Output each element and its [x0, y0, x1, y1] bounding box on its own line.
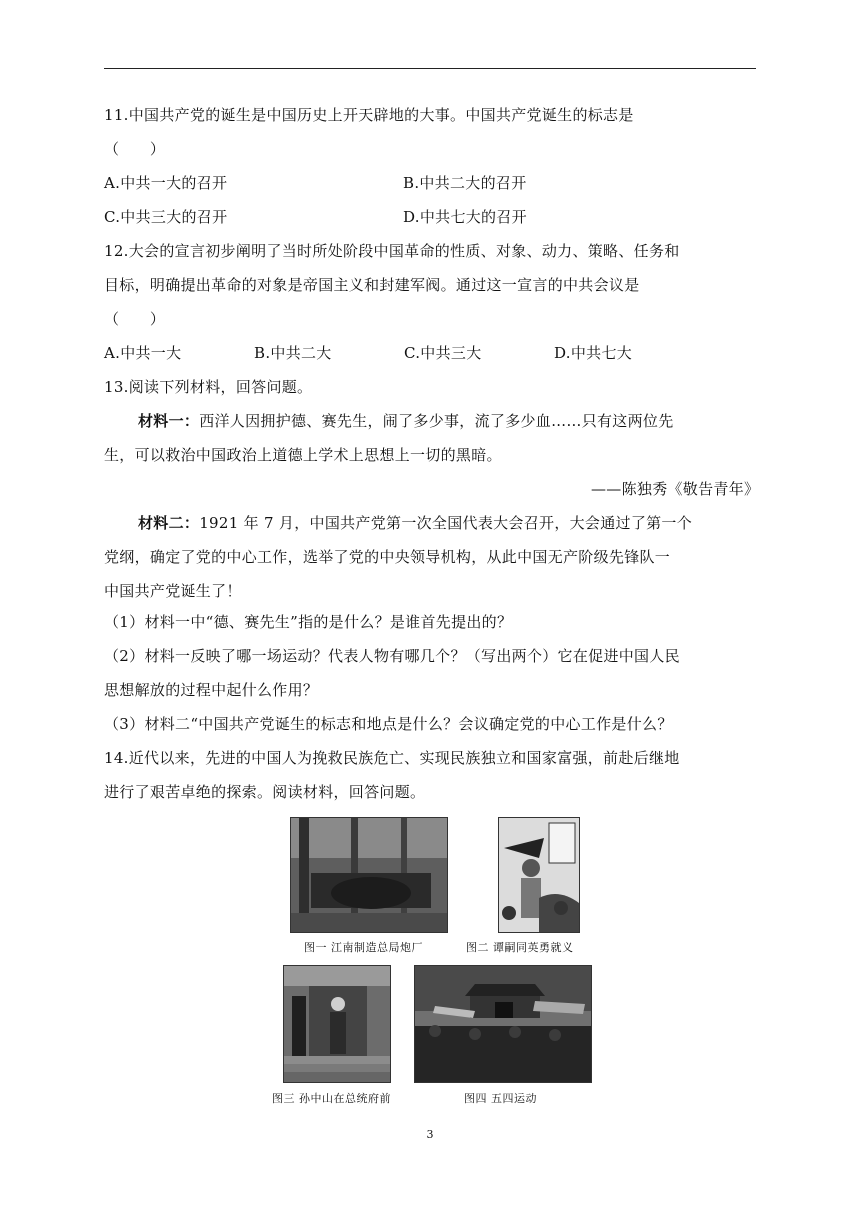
material2-label: 材料二：	[138, 514, 200, 532]
page-number: 3	[426, 1128, 434, 1141]
q11-option-b: B.中共二大的召开	[403, 174, 527, 192]
figure-3-photo	[283, 965, 391, 1083]
figure-1-photo	[290, 817, 448, 933]
q12-option-b: B.中共二大	[254, 344, 332, 362]
figure-2-illustration	[498, 817, 580, 933]
q13-subquestion-2-line1: （2）材料一反映了哪一场运动？代表人物有哪几个？（写出两个）它在促进中国人民	[104, 647, 680, 665]
q13-material2-line2: 党纲，确定了党的中心工作，选举了党的中央领导机构，从此中国无产阶级先锋队一	[104, 548, 671, 566]
q13-subquestion-2-line2: 思想解放的过程中起什么作用？	[104, 681, 319, 699]
q12-stem-line2: 目标，明确提出革命的对象是帝国主义和封建军阀。通过这一宣言的中共会议是	[104, 276, 640, 294]
q13-subquestion-3: （3）材料二“中国共产党诞生的标志和地点是什么？会议确定党的中心工作是什么？	[104, 715, 673, 733]
q13-stem: 13.阅读下列材料，回答问题。	[104, 378, 313, 396]
q14-stem-line1: 14.近代以来，先进的中国人为挽救民族危亡、实现民族独立和国家富强，前赴后继地	[104, 749, 680, 767]
q12-answer-bracket: （ ）	[104, 310, 166, 328]
material2-text: 1921 年 7 月，中国共产党第一次全国代表大会召开，大会通过了第一个	[199, 514, 693, 532]
figure-4-caption: 图四 五四运动	[464, 1092, 537, 1105]
q12-stem-line1: 12.大会的宣言初步阐明了当时所处阶段中国革命的性质、对象、动力、策略、任务和	[104, 242, 680, 260]
figure-1-caption: 图一 江南制造总局炮厂	[304, 941, 423, 954]
material1-text: 西洋人因拥护德、赛先生，闹了多少事，流了多少血……只有这两位先	[199, 412, 674, 430]
q12-option-c: C.中共三大	[404, 344, 482, 362]
q11-stem: 11.中国共产党的诞生是中国历史上开天辟地的大事。中国共产党诞生的标志是	[104, 106, 634, 124]
figure-2-caption: 图二 谭嗣同英勇就义	[466, 941, 574, 954]
q13-subquestion-1: （1）材料一中“德、赛先生”指的是什么？是谁首先提出的？	[104, 613, 513, 631]
q14-stem-line2: 进行了艰苦卓绝的探索。阅读材料，回答问题。	[104, 783, 426, 801]
header-rule	[104, 68, 756, 69]
q12-option-d: D.中共七大	[554, 344, 633, 362]
figure-3-caption: 图三 孙中山在总统府前	[272, 1092, 391, 1105]
q11-option-a: A.中共一大的召开	[104, 174, 228, 192]
q11-answer-bracket: （ ）	[104, 140, 166, 158]
q13-material1-line2: 生，可以救治中国政治上道德上学术上思想上一切的黑暗。	[104, 446, 502, 464]
q11-option-d: D.中共七大的召开	[403, 208, 527, 226]
q13-material1-source: ——陈独秀《敬告青年》	[591, 480, 760, 498]
q12-option-a: A.中共一大	[104, 344, 182, 362]
q13-material1-line1	[138, 411, 674, 431]
figure-4-photo	[414, 965, 592, 1083]
material1-label: 材料一：	[138, 412, 200, 430]
q11-option-c: C.中共三大的召开	[104, 208, 228, 226]
q13-material2-line1	[138, 513, 692, 533]
q13-material2-line3: 中国共产党诞生了！	[104, 582, 242, 600]
